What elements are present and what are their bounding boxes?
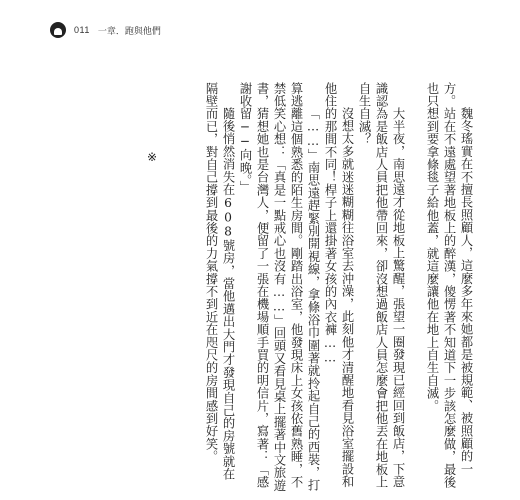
page-header xyxy=(50,20,161,40)
paragraph-4: 「……」南思遠趕緊別開視線，拿條浴巾圍著就拎起自己的西裝，打算逃離這個熟悉的陌生房間。剛踏出浴室，他發現床上女孩依舊熟睡，不禁低笑心想：「真是一點戒心也沒有……」回頭又看見桌上擺著中文旅遊書，猜想她也是台灣人，便留了一張在機場順手買的明信片，寫著：「感謝收留──向晚。」 xyxy=(238,82,320,492)
body-text xyxy=(202,82,474,492)
paragraph-2: 大半夜，南思遠才從地板上驚醒，張望一圈發現已經回到飯店，下意識認為是飯店人員把他帶回來，卻沒想過飯店人員怎麼會把他丟在地板上自生自滅？ xyxy=(357,82,405,489)
page-number: 011 xyxy=(74,25,90,35)
paragraph-5: 隨後悄然消失在608號房，當他邁出大門才發現自己的房號就在隔壁而已，對自己撐到最後的力氣撐不到近在咫尺的房間感到好笑。 xyxy=(204,82,235,480)
paragraph-3: 沒想太多就迷迷糊糊往浴室去沖澡，此刻他才清醒地看見浴室擺設和他住的那間不同！桿子上還掛著女孩的內衣褲…… xyxy=(323,82,354,488)
chapter-title: 一章．跑與他們 xyxy=(97,25,161,36)
paragraph-1: 魏冬瑤實在不擅長照顧人，這麼多年來她都是被規範、被照顧的一方。站在不遠處望著地板上的醉漢，傻愣著不知道下一步該怎麼做，最後也只想到要拿條毯子給他蓋，就這麼讓他在地上自生自滅。 xyxy=(425,82,473,489)
section-marker: ※ xyxy=(145,150,159,164)
person-avatar-icon xyxy=(50,22,66,38)
